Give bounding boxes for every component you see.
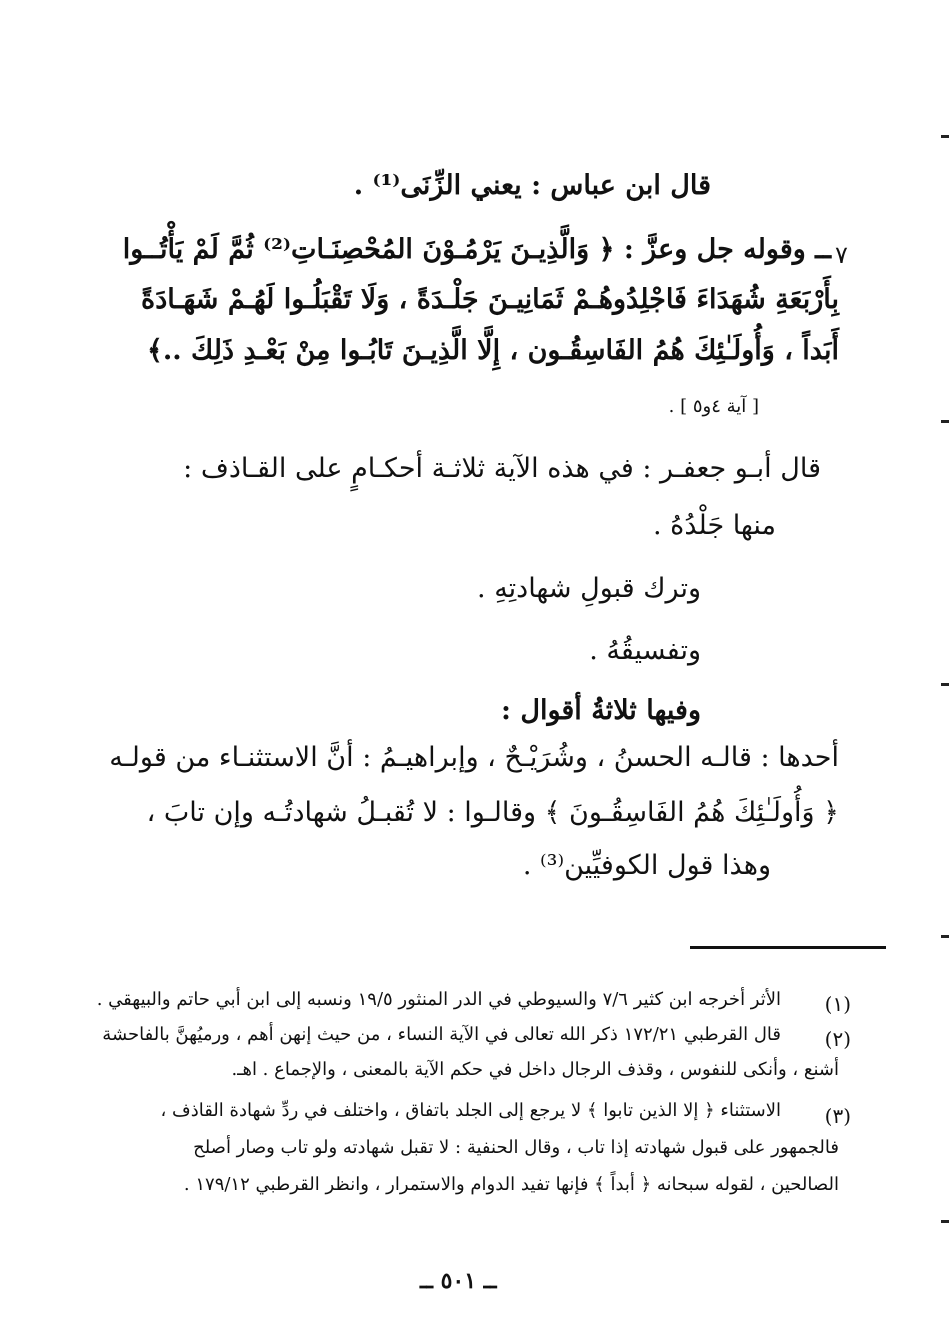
scan-edge-mark (941, 1220, 949, 1223)
text-line-1-content: قال ابن عباس : يعني الزِّنَى⁽¹⁾ . (353, 170, 711, 201)
footnote-separator (690, 946, 886, 949)
footnote-3-line-2: فالجمهور على قبول شهادته إذا تاب ، وقال الحنفية : لا تقبل شهادته ولو تاب وصار أصلح (193, 1137, 839, 1158)
text-line-6: منها جَلْدُهُ . (653, 510, 776, 541)
text-line-9: وفيها ثلاثةُ أقوال : (500, 695, 701, 726)
text-line-11: ﴿ وَأُولَـٰئِكَ هُمُ الفَاسِقُـونَ ﴾ وقالـوا : لا تُقبـلُ شهادتُـه وإن تابَ ، (146, 797, 839, 828)
scan-edge-mark (941, 135, 949, 138)
footnote-1-text: الأثر أخرجه ابن كثير ٧/٦ والسيوطي في الدر المنثور ١٩/٥ ونسبه إلى ابن أبي حاتم والبيهقي . (96, 989, 781, 1010)
text-line-12: وهذا قول الكوفيِّين⁽³⁾ . (522, 850, 771, 881)
verse-line-1: ــ وقوله جل وعزَّ : ﴿ وَالَّذِيـنَ يَرْمُـوْنَ المُحْصِنَـاتِ⁽²⁾ ثُمَّ لَمْ يَأْتُــوا (122, 234, 831, 265)
item-number: ٧ (835, 241, 848, 269)
text-line-5: قال أبـو جعفـر : في هذه الآية ثلاثـة أحكـامٍ على القـاذف : (183, 453, 821, 484)
footnote-3-line-3: الصالحين ، لقوله سبحانه ﴿ أبداً ﴾ فإنها تفيد الدوام والاستمرار ، وانظر القرطبي ١٧٩/١٢ . (183, 1174, 839, 1195)
text-line-8: وتفسيقُهُ . (589, 635, 701, 666)
verse-reference: [ آية ٤و٥ ] . (668, 396, 759, 417)
scan-edge-mark (941, 683, 949, 686)
page-number: ــ ٥٠١ ــ (420, 1268, 497, 1294)
footnote-3-line-1: الاستثناء ﴿ إلا الذين تابوا ﴾ لا يرجع إلى الجلد باتفاق ، واختلف في ردِّ شهادة القاذف ، (160, 1100, 781, 1121)
text-line-1 (354, 168, 711, 204)
text-line-10: أحدها : قالـه الحسنُ ، وشُرَيْـحٌ ، وإبراهيـمُ : أنَّ الاستثنـاء من قولـه (109, 742, 839, 773)
footnote-3-number: (٣) (824, 1104, 851, 1128)
footnote-2-line-2: أشنع ، وأنكى للنفوس ، وقذف الرجال داخل في حكم الآية بالمعنى ، والإجماع . اهـ. (231, 1059, 839, 1080)
footnote-1-number: (١) (824, 992, 851, 1016)
text-line-7: وترك قبولِ شهادتِهِ . (477, 573, 701, 604)
footnote-2-number: (٢) (824, 1027, 851, 1051)
verse-line-2: بِأَرْبَعَةِ شُهَدَاءَ فَاجْلِدُوهُـمْ ثَمَانِيـنَ جَلْـدَةً ، وَلَا تَقْبَلُـوا لَهُـمْ شَهَـادَةً (141, 284, 839, 315)
scan-edge-mark (941, 420, 949, 423)
verse-line-3: أَبَداً ، وَأُولَـٰئِكَ هُمُ الفَاسِقُـون ، إِلَّا الَّذِيـنَ تَابُـوا مِنْ بَعْـدِ ذَلِكَ ..﴾ (147, 335, 839, 366)
scan-edge-mark (941, 935, 949, 938)
footnote-2-line-1: قال القرطبي ١٧٢/٢١ ذكر الله تعالى في الآية النساء ، من حيث إنهن أهم ، ورميُهنَّ بالفاحشة (102, 1024, 781, 1045)
